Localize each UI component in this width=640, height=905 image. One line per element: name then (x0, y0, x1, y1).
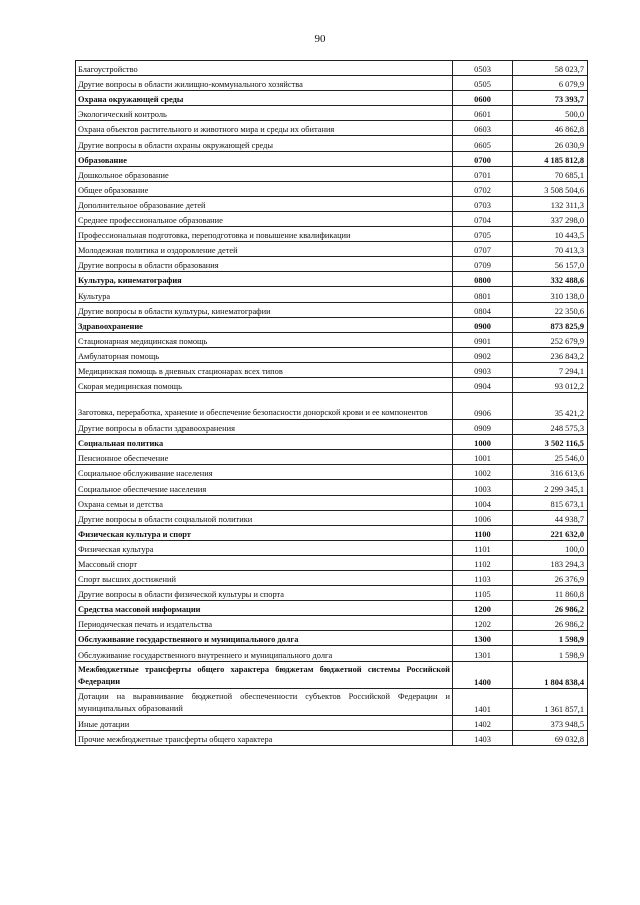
table-row (76, 420, 588, 435)
cell-name: Иные дотации (76, 715, 453, 730)
table-row (76, 586, 588, 601)
cell-code: 0901 (453, 332, 513, 347)
cell-amount: 248 575,3 (513, 420, 588, 435)
cell-name: Дополнительное образование детей (76, 196, 453, 211)
table-row (76, 61, 588, 76)
table-section-row (76, 631, 588, 646)
table-row (76, 362, 588, 377)
cell-amount: 69 032,8 (513, 730, 588, 745)
cell-amount: 26 986,2 (513, 601, 588, 616)
cell-code: 1001 (453, 450, 513, 465)
cell-name: Заготовка, переработка, хранение и обеспечение безопасности донорской крови и ее компонентов (76, 393, 453, 420)
table-section-row (76, 317, 588, 332)
cell-amount: 3 502 116,5 (513, 435, 588, 450)
cell-amount: 93 012,2 (513, 377, 588, 392)
cell-amount: 1 598,9 (513, 646, 588, 661)
cell-name: Социальная политика (76, 435, 453, 450)
cell-name: Среднее профессиональное образование (76, 211, 453, 226)
cell-code: 1100 (453, 525, 513, 540)
cell-amount: 337 298,0 (513, 211, 588, 226)
cell-amount: 6 079,9 (513, 76, 588, 91)
cell-name: Молодежная политика и оздоровление детей (76, 242, 453, 257)
cell-name: Социальное обеспечение населения (76, 480, 453, 495)
cell-amount: 316 613,6 (513, 465, 588, 480)
cell-name: Межбюджетные трансферты общего характера бюджетам бюджетной системы Российской Федерации (76, 661, 453, 688)
table-row (76, 227, 588, 242)
cell-code: 0902 (453, 347, 513, 362)
cell-code: 1003 (453, 480, 513, 495)
cell-code: 0800 (453, 272, 513, 287)
cell-name: Социальное обслуживание населения (76, 465, 453, 480)
cell-name: Массовый спорт (76, 555, 453, 570)
cell-code: 0906 (453, 393, 513, 420)
cell-code: 1101 (453, 540, 513, 555)
table-row (76, 121, 588, 136)
cell-name: Профессиональная подготовка, переподготовка и повышение квалификации (76, 227, 453, 242)
table-row (76, 211, 588, 226)
cell-code: 0705 (453, 227, 513, 242)
cell-name: Периодическая печать и издательства (76, 616, 453, 631)
table-row (76, 495, 588, 510)
table-row (76, 465, 588, 480)
cell-amount: 3 508 504,6 (513, 181, 588, 196)
table-row (76, 715, 588, 730)
cell-code: 1300 (453, 631, 513, 646)
cell-amount: 4 185 812,8 (513, 151, 588, 166)
table-row (76, 616, 588, 631)
table-row (76, 540, 588, 555)
cell-amount: 221 632,0 (513, 525, 588, 540)
cell-name: Другие вопросы в области социальной политики (76, 510, 453, 525)
cell-amount: 26 376,9 (513, 571, 588, 586)
cell-amount: 73 393,7 (513, 91, 588, 106)
cell-code: 0900 (453, 317, 513, 332)
cell-code: 1202 (453, 616, 513, 631)
cell-code: 0601 (453, 106, 513, 121)
cell-code: 0700 (453, 151, 513, 166)
cell-code: 0600 (453, 91, 513, 106)
cell-code: 1200 (453, 601, 513, 616)
table-section-row (76, 91, 588, 106)
cell-code: 1400 (453, 661, 513, 688)
table-row (76, 106, 588, 121)
cell-name: Обслуживание государственного и муниципального долга (76, 631, 453, 646)
cell-name: Общее образование (76, 181, 453, 196)
cell-code: 1102 (453, 555, 513, 570)
cell-code: 0605 (453, 136, 513, 151)
table-section-row (76, 151, 588, 166)
cell-name: Пенсионное обеспечение (76, 450, 453, 465)
cell-name: Другие вопросы в области охраны окружающей среды (76, 136, 453, 151)
cell-name: Образование (76, 151, 453, 166)
cell-code: 1105 (453, 586, 513, 601)
cell-code: 0701 (453, 166, 513, 181)
table-row (76, 555, 588, 570)
table-row (76, 347, 588, 362)
cell-name: Другие вопросы в области здравоохранения (76, 420, 453, 435)
cell-name: Охрана семьи и детства (76, 495, 453, 510)
budget-table (75, 60, 588, 746)
table-row (76, 393, 588, 420)
cell-amount: 132 311,3 (513, 196, 588, 211)
cell-code: 0603 (453, 121, 513, 136)
cell-name: Физическая культура (76, 540, 453, 555)
table-row (76, 257, 588, 272)
table-section-row (76, 661, 588, 688)
cell-name: Обслуживание государственного внутреннего и муниципального долга (76, 646, 453, 661)
cell-amount: 873 825,9 (513, 317, 588, 332)
cell-amount: 58 023,7 (513, 61, 588, 76)
table-row (76, 166, 588, 181)
cell-code: 0903 (453, 362, 513, 377)
cell-amount: 11 860,8 (513, 586, 588, 601)
cell-code: 0707 (453, 242, 513, 257)
table-row (76, 510, 588, 525)
cell-amount: 1 361 857,1 (513, 688, 588, 715)
cell-amount: 44 938,7 (513, 510, 588, 525)
table-row (76, 730, 588, 745)
cell-code: 0704 (453, 211, 513, 226)
cell-amount: 46 862,8 (513, 121, 588, 136)
cell-code: 1004 (453, 495, 513, 510)
cell-name: Дошкольное образование (76, 166, 453, 181)
cell-name: Стационарная медицинская помощь (76, 332, 453, 347)
cell-code: 1002 (453, 465, 513, 480)
table-row (76, 688, 588, 715)
cell-name: Здравоохранение (76, 317, 453, 332)
cell-name: Культура (76, 287, 453, 302)
table-row (76, 480, 588, 495)
cell-name: Благоустройство (76, 61, 453, 76)
table-row (76, 450, 588, 465)
cell-amount: 26 030,9 (513, 136, 588, 151)
cell-amount: 252 679,9 (513, 332, 588, 347)
cell-code: 0904 (453, 377, 513, 392)
cell-amount: 815 673,1 (513, 495, 588, 510)
cell-code: 1103 (453, 571, 513, 586)
cell-amount: 1 804 838,4 (513, 661, 588, 688)
table-section-row (76, 601, 588, 616)
cell-amount: 25 546,0 (513, 450, 588, 465)
table-row (76, 571, 588, 586)
table-row (76, 136, 588, 151)
cell-code: 0909 (453, 420, 513, 435)
cell-name: Прочие межбюджетные трансферты общего характера (76, 730, 453, 745)
cell-amount: 70 685,1 (513, 166, 588, 181)
cell-name: Медицинская помощь в дневных стационарах всех типов (76, 362, 453, 377)
cell-amount: 10 443,5 (513, 227, 588, 242)
page-number: 90 (314, 33, 326, 45)
cell-name: Средства массовой информации (76, 601, 453, 616)
cell-amount: 310 138,0 (513, 287, 588, 302)
table-row (76, 302, 588, 317)
table-row (76, 76, 588, 91)
cell-amount: 332 488,6 (513, 272, 588, 287)
table-row (76, 287, 588, 302)
table-row (76, 377, 588, 392)
cell-name: Дотации на выравнивание бюджетной обеспеченности субъектов Российской Федерации и муниципальных образований (76, 688, 453, 715)
table-section-row (76, 525, 588, 540)
cell-amount: 236 843,2 (513, 347, 588, 362)
cell-name: Другие вопросы в области физической культуры и спорта (76, 586, 453, 601)
cell-amount: 22 350,6 (513, 302, 588, 317)
cell-name: Физическая культура и спорт (76, 525, 453, 540)
table-row (76, 332, 588, 347)
table-section-row (76, 435, 588, 450)
cell-code: 1301 (453, 646, 513, 661)
cell-code: 1000 (453, 435, 513, 450)
cell-name: Другие вопросы в области культуры, кинематографии (76, 302, 453, 317)
table-row (76, 181, 588, 196)
cell-code: 0503 (453, 61, 513, 76)
cell-name: Скорая медицинская помощь (76, 377, 453, 392)
cell-name: Экологический контроль (76, 106, 453, 121)
cell-code: 0505 (453, 76, 513, 91)
cell-name: Культура, кинематография (76, 272, 453, 287)
cell-code: 1006 (453, 510, 513, 525)
cell-code: 0801 (453, 287, 513, 302)
cell-amount: 183 294,3 (513, 555, 588, 570)
cell-name: Охрана окружающей среды (76, 91, 453, 106)
cell-code: 0804 (453, 302, 513, 317)
cell-name: Спорт высших достижений (76, 571, 453, 586)
table-section-row (76, 272, 588, 287)
cell-amount: 35 421,2 (513, 393, 588, 420)
cell-name: Амбулаторная помощь (76, 347, 453, 362)
cell-amount: 70 413,3 (513, 242, 588, 257)
cell-code: 1402 (453, 715, 513, 730)
cell-code: 1401 (453, 688, 513, 715)
table-row (76, 646, 588, 661)
cell-amount: 56 157,0 (513, 257, 588, 272)
cell-code: 0702 (453, 181, 513, 196)
budget-table-body (76, 61, 588, 746)
table-row (76, 196, 588, 211)
cell-code: 0703 (453, 196, 513, 211)
cell-code: 0709 (453, 257, 513, 272)
cell-amount: 1 598,9 (513, 631, 588, 646)
cell-name: Другие вопросы в области жилищно-коммунального хозяйства (76, 76, 453, 91)
cell-name: Другие вопросы в области образования (76, 257, 453, 272)
cell-amount: 26 986,2 (513, 616, 588, 631)
cell-amount: 7 294,1 (513, 362, 588, 377)
cell-amount: 373 948,5 (513, 715, 588, 730)
cell-amount: 100,0 (513, 540, 588, 555)
table-row (76, 242, 588, 257)
cell-code: 1403 (453, 730, 513, 745)
cell-name: Охрана объектов растительного и животного мира и среды их обитания (76, 121, 453, 136)
cell-amount: 500,0 (513, 106, 588, 121)
cell-amount: 2 299 345,1 (513, 480, 588, 495)
